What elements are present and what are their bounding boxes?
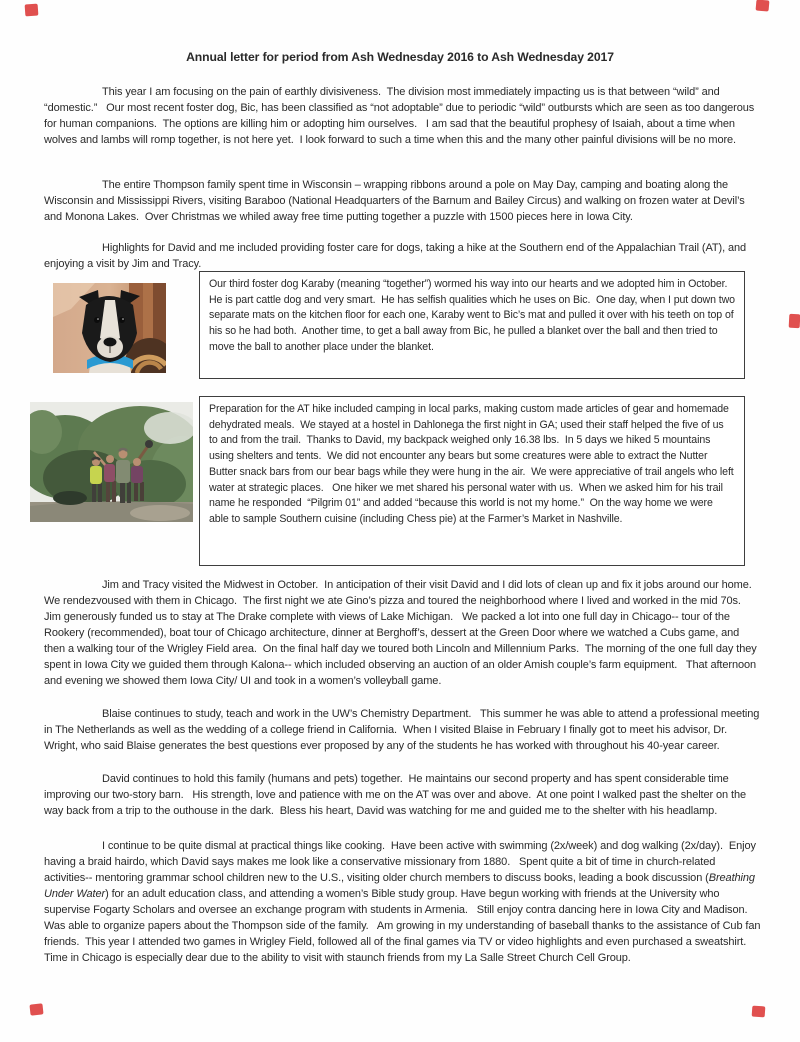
hikers-photo [30, 402, 193, 522]
scan-mark-right-middle [789, 314, 800, 329]
dog-photo [53, 283, 166, 373]
letter-title: Annual letter for period from Ash Wednesday 2016 to Ash Wednesday 2017 [186, 50, 614, 64]
scan-mark-top-left [25, 4, 39, 17]
scan-mark-top-right [756, 0, 770, 12]
paragraph-closing [44, 838, 764, 966]
at-hike-box-text: Preparation for the AT hike included camping in local parks, making custom made articles of gear and homemade dehydrated meals. We stayed at a hostel in Dahlonega the first night in GA; used their staff helped the five of us to and from the trail. Thanks to David, my backpack weighed only 16.38 lbs. In 5 days we hiked 5 mountains using shelters and tents. We did not encounter any bears but some creatures were able to extract the Nutter Butter snack bars from our bear bags while they were hung in the air. We were appreciative of trail angels who left water at strategic places. One hiker we met shared his personal water with us. When we asked him for his trail name he responded “Pilgrim 01” and added “because this world is not my home.” On the way home we were able to sample Southern cuisine (including Chess pie) at the Farmer’s Market in Nashville. [209, 403, 737, 525]
karaby-box [199, 271, 745, 379]
closing-book-title: Breathing Under Water [44, 872, 758, 900]
paragraph-opening: This year I am focusing on the pain of earthly divisiveness. The division most immediately impacting us is that between “wild” and “domestic.” Our most recent foster dog, Bic, has been classified as “not adoptable” due to periodic “wild” outbursts which are seen as too dangerous for human companions. The options are killing him or adopting him ourselves. I am sad that the beautiful prophesy of Isaiah, about a time when wolves and lambs will romp together, is not here yet. I look forward to such a time when this and the many other painful divisions will be no more. [44, 86, 758, 146]
scan-mark-bottom-right [752, 1006, 766, 1018]
paragraph-highlights: Highlights for David and me included providing foster care for dogs, taking a hike at the Southern end of the Appalachian Trail (AT), and enjoying a visit by Jim and Tracy. [44, 242, 750, 270]
paragraph-jim-tracy: Jim and Tracy visited the Midwest in October. In anticipation of their visit David and I did lots of clean up and fix it jobs around our home. We rendezvoused with them in Chicago. The first night we ate Gino’s pizza and toured the neighborhood where I lived and worked in the mid 70s. Jim generously funded us to stay at The Drake complete with views of Lake Michigan. We packed a lot into one full day in Chicago-- tour of the Rookery (recommended), boat tour of Chicago architecture, dinner at Berghoff’s, dessert at the Green Door where we watched a Cubs game, and then a walking tour of the Wrigley Field area. On the final half day we toured both Lincoln and Millennium Parks. The morning of the one full day they spent in Iowa City we guided them through Kalona-- which included observing an auction of an older Amish couple’s farm equipment. That afternoon and evening we showed them Iowa City/ UI and took in a women’s volleyball game. [44, 579, 760, 687]
karaby-box-text: Our third foster dog Karaby (meaning “together”) wormed his way into our hearts and we adopted him in October. He is part cattle dog and very smart. He has selfish qualities which he uses on Bic. One day, when I put down two separate mats on the kitchen floor for each one, Karaby went to Bic’s mat and pulled it over with his teeth on top of his so he had both. Another time, to get a ball away from Bic, he pulled a blanket over the ball and then tried to move the ball to another place under the blanket. [209, 278, 738, 353]
scan-mark-bottom-left [29, 1003, 43, 1015]
paragraph-blaise: Blaise continues to study, teach and work in the UW’s Chemistry Department. This summer he was able to attend a professional meeting in The Netherlands as well as the wedding of a college friend in California. When I visited Blaise in February I finally got to meet his advisor, Dr. Wright, who said Blaise generates the best questions ever proposed by any of the students he has worked with throughout his 40-year career. [44, 708, 763, 752]
closing-text-pre: I continue to be quite dismal at practical things like cooking. Have been active with swimming (2x/week) and dog walking (2x/day). Enjoy having a braid hairdo, which David says makes me look like a conservative missionary from 1880. Spent quite a bit of time in church-related activities-- mentoring grammar school children new to the U.S., visiting older church members to discuss books, leading a book discussion ( [44, 840, 759, 884]
closing-text-post: ) for an adult education class, and attending a women’s Bible study group. Have begun working with friends at the University who supervise Fogarty Scholars and oversee an exchange program with students in Armenia. Still enjoy contra dancing here in Iowa City and Madison. Was able to organize papers about the Thompson side of the family. Am growing in my understanding of baseball thanks to the assistance of Cub fan friends. This year I attended two games in Wrigley Field, followed all of the final games via TV or video highlights and even purchased a sweatshirt. Time in Chicago is especially dear due to the ability to visit with staunch friends from my La Salle Street Church Cell Group. [44, 888, 764, 964]
paragraph-wisconsin: The entire Thompson family spent time in Wisconsin – wrapping ribbons around a pole on May Day, camping and boating along the Wisconsin and Mississippi Rivers, visiting Baraboo (National Headquarters of the Barnum and Bailey Circus) and walking on frozen water at Devil’s and Monona Lakes. Over Christmas we whiled away free time putting together a puzzle with 1500 pieces here in Iowa City. [44, 179, 748, 223]
at-hike-box [199, 396, 745, 566]
paragraph-david: David continues to hold this family (humans and pets) together. He maintains our second property and has spent considerable time improving our two-story barn. His strength, love and patience with me on the AT was over and above. At one point I walked past the shelter on the way back from a trip to the outhouse in the dark. Bless his heart, David was watching for me and guided me to the shelter with his headlamp. [44, 773, 749, 817]
